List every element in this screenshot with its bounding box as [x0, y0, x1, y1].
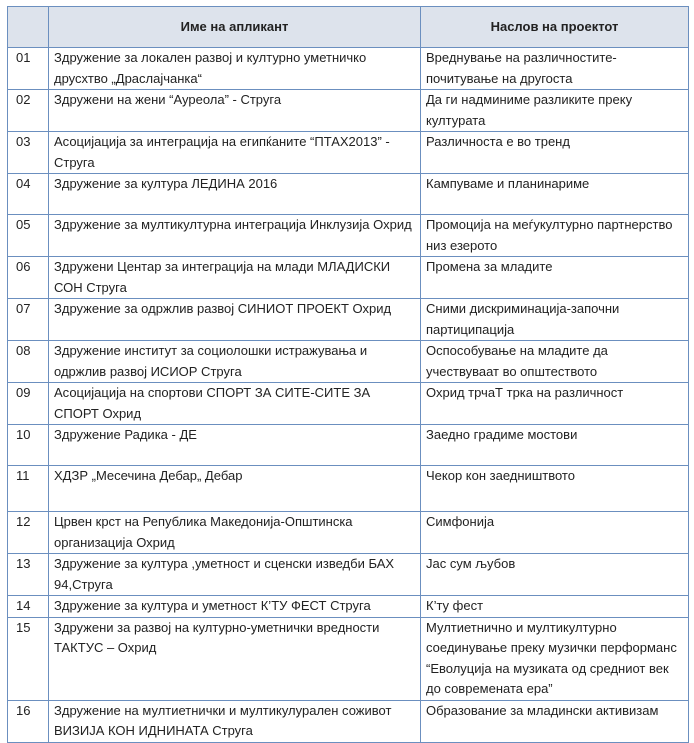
project-title: Да ги надминиме разликите преку културата [421, 90, 689, 132]
table-row [8, 383, 689, 425]
project-title: Кампуваме и планинариме [421, 174, 689, 215]
project-title: Заедно градиме мостови [421, 425, 689, 466]
header-project-title: Наслов на проектот [421, 7, 689, 48]
table-row [8, 341, 689, 383]
row-number: 16 [8, 700, 49, 742]
table-row [8, 132, 689, 174]
applicant-name: Здружение институт за социолошки истражувања и одржлив развој ИСИОР Струга [49, 341, 421, 383]
row-number: 05 [8, 215, 49, 257]
row-number: 14 [8, 596, 49, 618]
header-number [8, 7, 49, 48]
project-title: Јас сум љубов [421, 554, 689, 596]
applicant-name: Здружение за одржлив развој СИНИОТ ПРОЕКТ Охрид [49, 299, 421, 341]
applicant-name: Здружение за култура и уметност К’ТУ ФЕСТ Струга [49, 596, 421, 618]
table-row [8, 512, 689, 554]
applicant-name: Здружени за развој на културно-уметнички вредности ТАКТУС – Охрид [49, 617, 421, 700]
table-row [8, 90, 689, 132]
project-title: Образование за младински активизам [421, 700, 689, 742]
row-number: 09 [8, 383, 49, 425]
project-title: Промоција на меѓукултурно партнерство низ езерото [421, 215, 689, 257]
row-number: 12 [8, 512, 49, 554]
table-row [8, 257, 689, 299]
header-applicant-name: Име на апликант [49, 7, 421, 48]
applicant-name: Здружение за култура ЛЕДИНА 2016 [49, 174, 421, 215]
applicant-name: Здружение за култура ,уметност и сценски изведби БАХ 94,Струга [49, 554, 421, 596]
applicant-name: Асоцијација за интеграција на египќаните “ПТАХ2013” - Струга [49, 132, 421, 174]
applicant-name: Здружени Центар за интеграција на млади МЛАДИСКИ СОН Струга [49, 257, 421, 299]
row-number: 15 [8, 617, 49, 700]
row-number: 03 [8, 132, 49, 174]
table-row [8, 299, 689, 341]
row-number: 06 [8, 257, 49, 299]
project-title: Симфонија [421, 512, 689, 554]
table-row [8, 617, 689, 700]
applicant-name: ХДЗР „Месечина Дебар„ Дебар [49, 466, 421, 512]
row-number: 04 [8, 174, 49, 215]
project-title: Различноста е во тренд [421, 132, 689, 174]
project-title: К’ту фест [421, 596, 689, 618]
row-number: 08 [8, 341, 49, 383]
applicant-name: Црвен крст на Република Македонија-Општинска организација Охрид [49, 512, 421, 554]
project-title: Промена за младите [421, 257, 689, 299]
table-row [8, 554, 689, 596]
project-title: Оспособување на младите да учествуваат во општеството [421, 341, 689, 383]
row-number: 10 [8, 425, 49, 466]
table-row [8, 596, 689, 618]
table-row [8, 425, 689, 466]
project-title: Мултиетнично и мултикултурно соединување преку музички перформанс “Еволуција на музиката од средниот век до современата ера” [421, 617, 689, 700]
row-number: 07 [8, 299, 49, 341]
project-title: Охрид трчаТ трка на различност [421, 383, 689, 425]
applicant-name: Здружени на жени “Аурeола” - Струга [49, 90, 421, 132]
table-row [8, 215, 689, 257]
row-number: 13 [8, 554, 49, 596]
row-number: 01 [8, 48, 49, 90]
table-row [8, 700, 689, 742]
table-row [8, 466, 689, 512]
table-row [8, 174, 689, 215]
row-number: 02 [8, 90, 49, 132]
project-title: Чекор кон заедништвото [421, 466, 689, 512]
applicant-name: Здружение за локален развој и културно уметничко друсхтво „Драслајчанка“ [49, 48, 421, 90]
table-row [8, 48, 689, 90]
applicant-name: Здружение на мултиетнички и мултикулурален соживот ВИЗИЈА КОН ИДНИНАТА Струга [49, 700, 421, 742]
applicant-name: Здружение Радика - ДЕ [49, 425, 421, 466]
applicants-table [7, 6, 689, 743]
applicant-name: Асоцијација на спортови СПОРТ ЗА СИТЕ-СИТЕ ЗА СПОРТ Охрид [49, 383, 421, 425]
row-number: 11 [8, 466, 49, 512]
project-title: Вреднување на различностите-почитување на другоста [421, 48, 689, 90]
applicant-name: Здружение за мултикултурна интеграција Инклузија Охрид [49, 215, 421, 257]
table-header-row [8, 7, 689, 48]
project-title: Сними дискриминација-започни партиципација [421, 299, 689, 341]
